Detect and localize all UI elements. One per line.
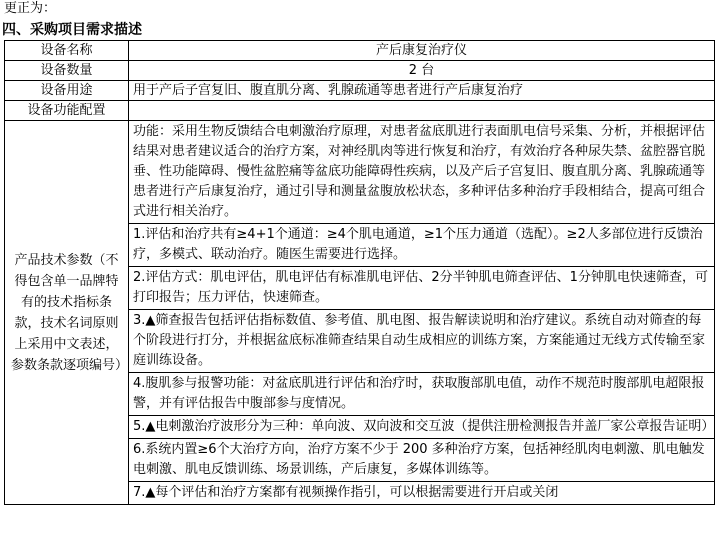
param-item: 功能：采用生物反馈结合电刺激治疗原理，对患者盆底肌进行表面肌电信号采集、分析，并根据评估结果对患者建议适合的治疗方案，对神经肌肉等进行恢复和治疗，有效治疗各种尿失禁、盆腔器官脱垂、性功能障碍、慢性盆腔痛等盆底功能障碍性疾病，以及产后子宫复旧、腹直肌分离、乳腺疏通等患者进行产后康复治疗，通过引导和测量盆腹放松状态，多种评估多种治疗手段相结合，提高可组合式进行相关治疗。 xyxy=(129,121,715,224)
row-label: 设备功能配置 xyxy=(5,101,129,121)
row-value: 用于产后子宫复旧、腹直肌分离、乳腺疏通等患者进行产后康复治疗 xyxy=(129,81,715,101)
row-value: 产后康复治疗仪 xyxy=(129,41,715,61)
row-label: 设备名称 xyxy=(5,41,129,61)
row-value: 2 台 xyxy=(129,61,715,81)
table-row xyxy=(5,121,715,224)
row-label: 设备数量 xyxy=(5,61,129,81)
requirements-table xyxy=(4,40,715,505)
param-item: 5.▲电刺激治疗波形分为三种：单向波、双向波和交互波（提供注册检测报告并盖厂家公章报告证明） xyxy=(129,416,715,439)
param-item: 2.评估方式：肌电评估，肌电评估有标准肌电评估、2分半钟肌电筛查评估、1分钟肌电快速筛查，可打印报告；压力评估，快速筛查。 xyxy=(129,267,715,310)
row-value xyxy=(129,101,715,121)
param-item: 1.评估和治疗共有≥4+1个通道：≥4个肌电通道，≥1个压力通道（选配）。≥2人多部位进行反馈治疗，多模式、联动治疗。随医生需要进行选择。 xyxy=(129,224,715,267)
table-row xyxy=(5,61,715,81)
param-item: 6.系统内置≥6个大治疗方向，治疗方案不少于 200 多种治疗方案，包括神经肌肉电刺激、肌电触发电刺激、肌电反馈训练、场景训练，产后康复，多媒体训练等。 xyxy=(129,439,715,482)
table-row xyxy=(5,101,715,121)
param-item: 7.▲每个评估和治疗方案都有视频操作指引，可以根据需要进行开启或关闭 xyxy=(129,482,715,505)
correction-note: 更正为： xyxy=(4,1,57,16)
section-title: 四、采购项目需求描述 xyxy=(2,22,142,38)
row-label: 设备用途 xyxy=(5,81,129,101)
param-label: 产品技术参数（不得包含单一品牌特有的技术指标条款，技术名词原则上采用中文表述，参数条款逐项编号） xyxy=(5,121,129,505)
table-row xyxy=(5,81,715,101)
param-item: 4.腹肌参与报警功能：对盆底肌进行评估和治疗时，获取腹部肌电值，动作不规范时腹部肌电超限报警，并有评估报告中腹部参与度情况。 xyxy=(129,373,715,416)
param-item: 3.▲筛查报告包括评估指标数值、参考值、肌电图、报告解读说明和治疗建议。系统自动对筛查的每个阶段进行打分，并根据盆底标准筛查结果自动生成相应的训练方案，方案能通过无线方式传输至家庭训练设备。 xyxy=(129,310,715,373)
table-row xyxy=(5,41,715,61)
